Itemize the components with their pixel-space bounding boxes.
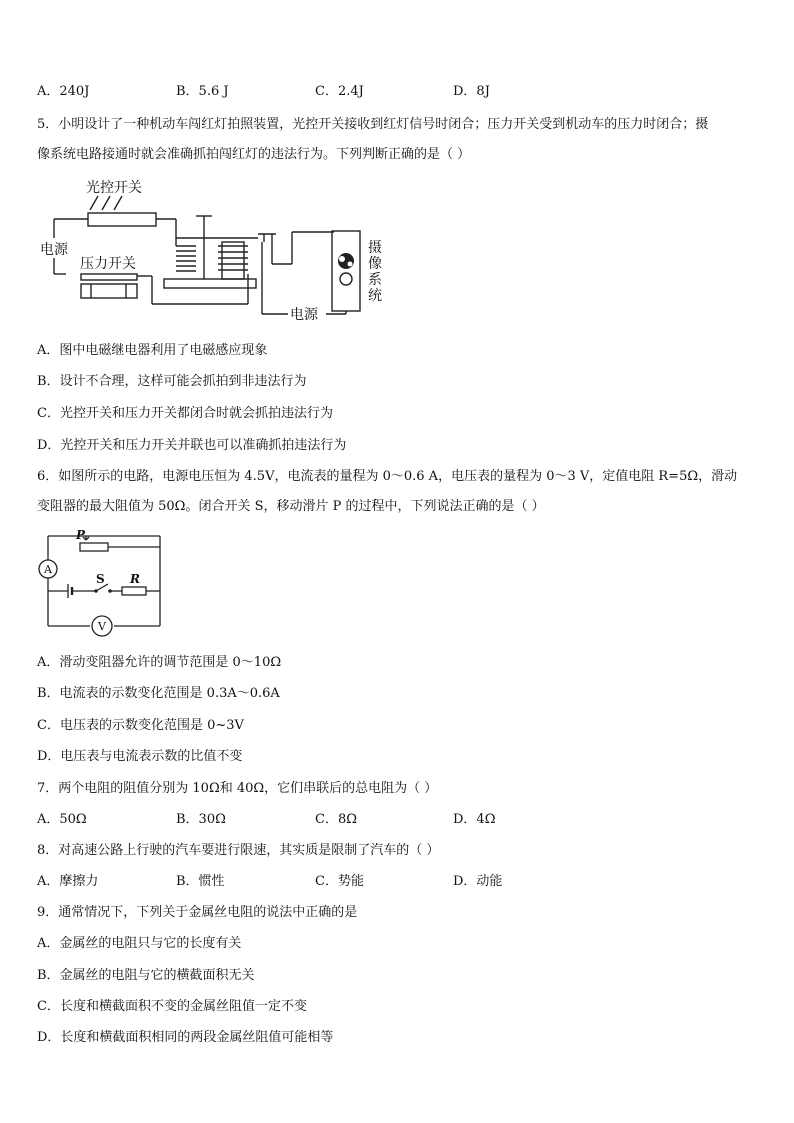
q6-stem-line1: 6．如图所示的电路，电源电压恒为 4.5V，电流表的量程为 0～0.6 A，电压表的量程为 0～3 V，定值电阻 R=5Ω，滑动 <box>37 469 738 484</box>
q5-option-a: A．图中电磁继电器利用了电磁感应现象 <box>37 343 268 358</box>
q6-option-d: D．电压表与电流表示数的比值不变 <box>37 749 243 764</box>
q9-option-d: D．长度和横截面积相同的两段金属丝阻值可能相等 <box>37 1030 334 1045</box>
q5-label-camera-4: 统 <box>368 288 382 304</box>
q4-option-b: B．5.6 J <box>176 84 229 99</box>
q5-label-camera-2: 像 <box>368 256 382 272</box>
q5-relay-circuit-figure <box>36 176 396 328</box>
q9-option-c: C．长度和横截面积不变的金属丝阻值一定不变 <box>37 999 307 1014</box>
q7-option-c: C．8Ω <box>315 812 357 827</box>
q5-option-b: B．设计不合理，这样可能会抓拍到非违法行为 <box>37 374 307 389</box>
q4-option-c: C．2.4J <box>315 84 364 99</box>
q6-stem-line2: 变阻器的最大阻值为 50Ω。闭合开关 S，移动滑片 P 的过程中，下列说法正确的是（ ） <box>37 499 545 514</box>
q9-option-a: A．金属丝的电阻只与它的长度有关 <box>37 936 242 951</box>
q5-label-light-switch: 光控开关 <box>86 180 142 196</box>
q5-label-pressure-switch: 压力开关 <box>80 256 136 272</box>
q6-circuit-figure <box>34 526 166 642</box>
q6-label-a: A <box>44 563 52 576</box>
q7-option-d: D．4Ω <box>453 812 496 827</box>
q5-label-camera-3: 系 <box>368 272 382 288</box>
q5-label-power-left: 电源 <box>40 242 68 258</box>
q7-option-a: A．50Ω <box>37 812 87 827</box>
q6-label-s: S <box>96 572 105 586</box>
q5-option-d: D．光控开关和压力开关并联也可以准确抓拍违法行为 <box>37 438 347 453</box>
q9-option-b: B．金属丝的电阻与它的横截面积无关 <box>37 968 255 983</box>
q5-stem-line2: 像系统电路接通时就会准确抓拍闯红灯的违法行为。下列判断正确的是（ ） <box>37 147 471 162</box>
q7-option-b: B．30Ω <box>176 812 226 827</box>
q8-option-c: C．势能 <box>315 874 364 889</box>
q9-stem: 9．通常情况下，下列关于金属丝电阻的说法中正确的是 <box>37 905 358 920</box>
q6-option-b: B．电流表的示数变化范围是 0.3A～0.6A <box>37 686 280 701</box>
q4-option-a: A．240J <box>37 84 90 99</box>
q7-stem: 7．两个电阻的阻值分别为 10Ω和 40Ω，它们串联后的总电阻为（ ） <box>37 781 438 796</box>
q8-option-d: D．动能 <box>453 874 503 889</box>
camera-icon <box>338 253 354 285</box>
q6-option-a: A．滑动变阻器允许的调节范围是 0～10Ω <box>37 655 282 670</box>
q6-label-r: R <box>130 572 140 586</box>
q8-option-b: B．惯性 <box>176 874 225 889</box>
q5-label-camera-1: 摄 <box>368 240 382 256</box>
q6-label-p: P <box>76 528 86 542</box>
q5-option-c: C．光控开关和压力开关都闭合时就会抓拍违法行为 <box>37 406 333 421</box>
q8-stem: 8．对高速公路上行驶的汽车要进行限速，其实质是限制了汽车的（ ） <box>37 843 440 858</box>
q4-option-d: D．8J <box>453 84 490 99</box>
q5-label-power-bottom: 电源 <box>290 307 318 323</box>
q6-option-c: C．电压表的示数变化范围是 0~3V <box>37 718 244 733</box>
q8-option-a: A．摩擦力 <box>37 874 99 889</box>
q6-label-v: V <box>98 620 106 633</box>
q5-stem-line1: 5．小明设计了一种机动车闯红灯拍照装置，光控开关接收到红灯信号时闭合；压力开关受到机动车的压力时闭合；摄 <box>37 117 709 132</box>
